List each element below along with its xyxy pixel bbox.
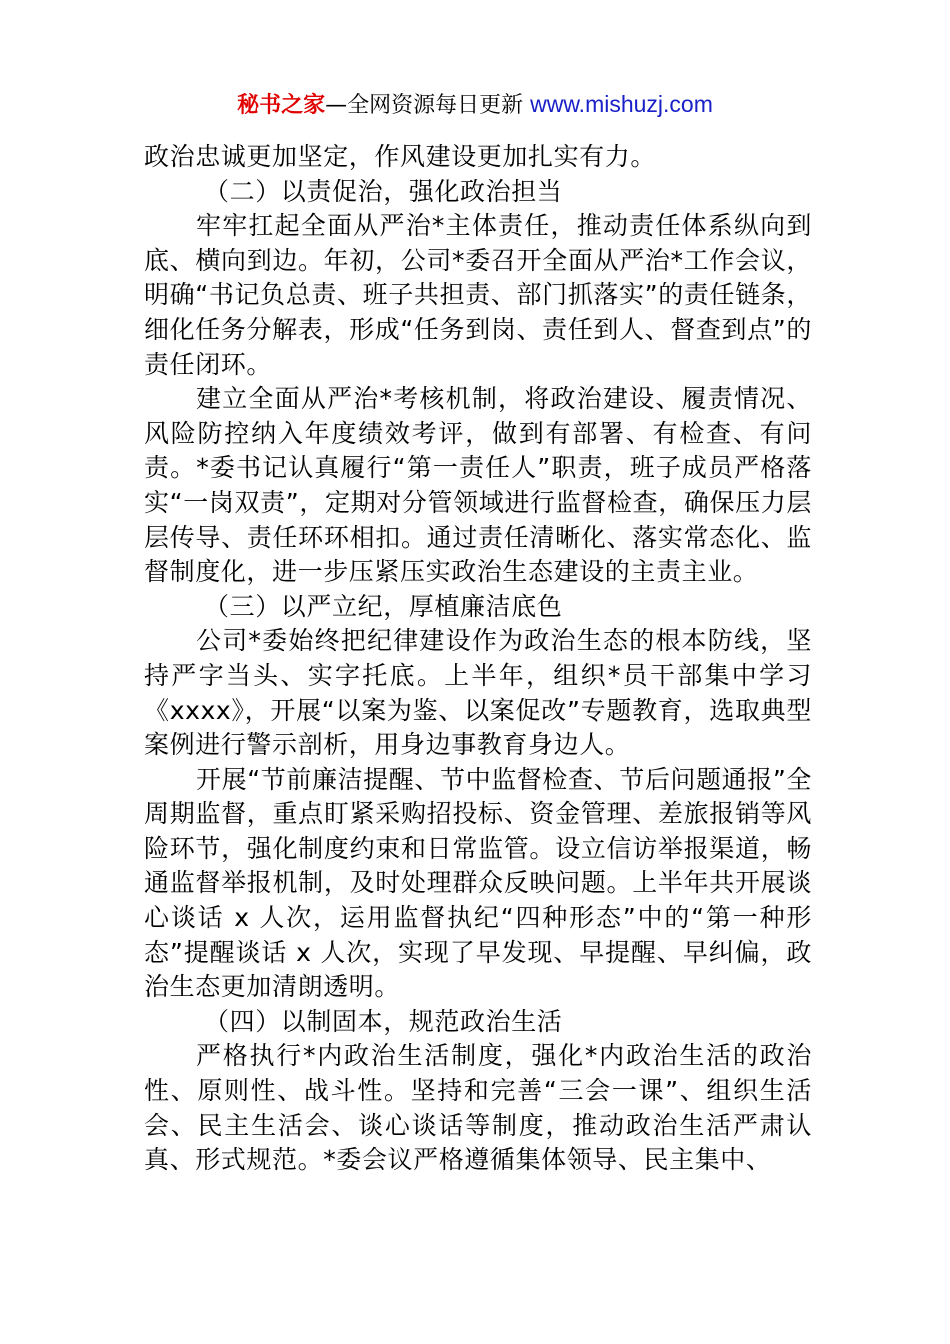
brand-name: 秘书之家 bbox=[237, 93, 326, 118]
header-tagline: 全网资源每日更新 bbox=[347, 93, 531, 118]
paragraph: 公司*委始终把纪律建设作为政治生态的根本防线，坚持严字当头、实字托底。上半年，组织*员干部集中学习《xxxx》，开展“以案为鉴、以案促改”专题教育，选取典型案例进行警示剖析，用身边事教育身边人。 bbox=[144, 626, 812, 760]
section-heading-2: （二）以责促治，强化政治担当 bbox=[204, 176, 563, 206]
website-link[interactable]: www.mishuzj.com bbox=[530, 91, 713, 117]
paragraph: 建立全面从严治*考核机制，将政治建设、履责情况、风险防控纳入年度绩效考评，做到有部署、有检查、有问责。*委书记认真履行“第一责任人”职责，班子成员严格落实“一岗双责”，定期对分管领域进行监督检查，确保压力层层传导、责任环环相扣。通过责任清晰化、落实常态化、监督制度化，进一步压紧压实政治生态建设的主责主业。 bbox=[144, 384, 812, 587]
paragraph: 严格执行*内政治生活制度，强化*内政治生活的政治性、原则性、战斗性。坚持和完善“三会一课”、组织生活会、民主生活会、谈心谈话等制度，推动政治生活严肃认真、形式规范。*委会议严格遵循集体领导、民主集中、 bbox=[144, 1041, 812, 1175]
paragraph: 开展“节前廉洁提醒、节中监督检查、节后问题通报”全周期监督，重点盯紧采购招投标、资金管理、差旅报销等风险环节，强化制度约束和日常监管。设立信访举报渠道，畅通监督举报机制，及时处理群众反映问题。上半年共开展谈心谈话 x 人次，运用监督执纪“四种形态”中的“第一种形态”提醒谈话 x 人次，实现了早发现、早提醒、早纠偏，政治生态更加清朗透明。 bbox=[144, 764, 812, 1002]
page-header bbox=[0, 86, 950, 124]
section-heading-4: （四）以制固本，规范政治生活 bbox=[204, 1006, 563, 1036]
paragraph-continuation: 政治忠诚更加坚定，作风建设更加扎实有力。 bbox=[144, 142, 657, 171]
document-body bbox=[144, 140, 812, 1178]
paragraph: 牢牢扛起全面从严治*主体责任，推动责任体系纵向到底、横向到边。年初，公司*委召开全面从严治*工作会议，明确“书记负总责、班子共担责、部门抓落实”的责任链条，细化任务分解表，形成“任务到岗、责任到人、督查到点”的责任闭环。 bbox=[144, 211, 812, 379]
section-heading-3: （三）以严立纪，厚植廉洁底色 bbox=[204, 591, 563, 621]
header-dash: — bbox=[325, 93, 348, 118]
